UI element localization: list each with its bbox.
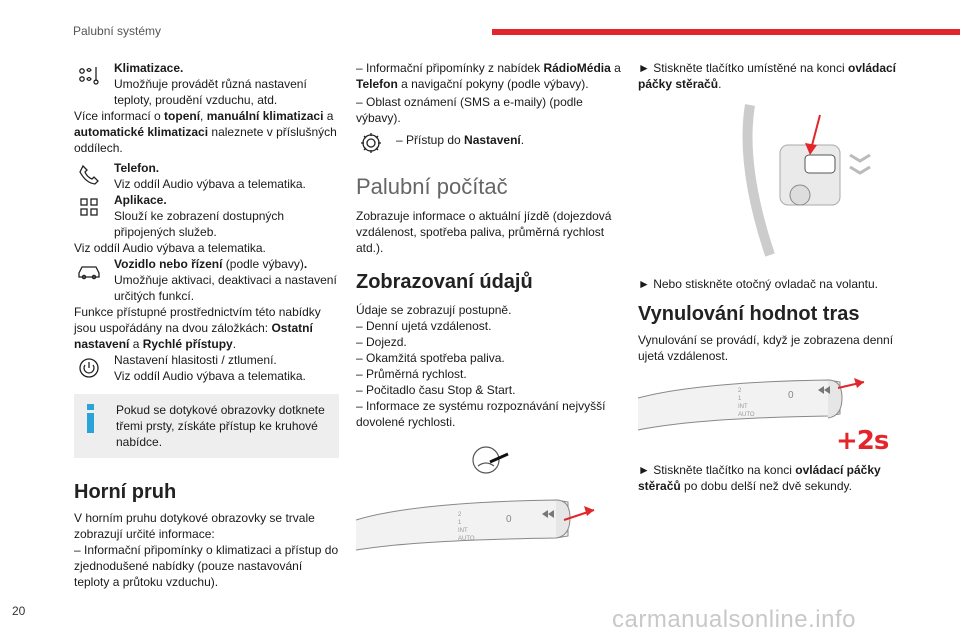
text-span: – Přístup do — [396, 133, 465, 147]
svg-text:2: 2 — [738, 388, 742, 394]
vozidlo-suffix: (podle výbavy) — [222, 257, 304, 271]
aplikace-more: Viz oddíl Audio výbava a telematika. — [74, 241, 266, 255]
section-title-zobrazovani: Zobrazovaní údajů — [356, 271, 533, 293]
climate-fan-icon — [76, 62, 104, 90]
klimatizace-item — [74, 60, 339, 108]
zobrazovani-intro: Údaje se zobrazují postupně. — [356, 303, 512, 317]
text-bold: topení — [164, 109, 201, 123]
text-span: . — [718, 77, 722, 91]
text-span: a — [610, 61, 621, 75]
vozidlo-more — [74, 304, 339, 352]
section-title-horni-pruh: Horní pruh — [74, 481, 177, 503]
text-span: po dobu delší než dvě sekundy. — [680, 479, 852, 493]
zobrazovani-item: – Denní ujetá vzdálenost. — [356, 319, 492, 333]
step-hold-stalk — [638, 462, 908, 494]
info-box — [74, 394, 339, 458]
info-box-text: Pokud se dotykové obrazovky dotknete třemi prsty, získáte přístup ke kruhové nabídce. — [116, 403, 325, 449]
steering-wheel-illustration — [730, 95, 900, 265]
text-bold: manuální klimatizaci — [206, 109, 324, 123]
vozidlo-desc: Umožňuje aktivaci, deaktivaci a nastavení určitých funkcí. — [114, 273, 337, 303]
klimatizace-desc: Umožňuje provádět různá nastavení teploty, proudění vzduchu, atd. — [114, 77, 307, 107]
svg-text:0: 0 — [506, 514, 512, 525]
telefon-desc: Viz oddíl Audio výbava a telematika. — [114, 177, 306, 191]
text-span: . — [520, 133, 525, 147]
text-bold: RádioMédia — [543, 61, 611, 75]
text-span: ► Stiskněte tlačítko na konci — [638, 463, 796, 477]
car-icon — [76, 258, 104, 286]
text-bold: automatické klimatizaci — [74, 125, 209, 139]
svg-text:1: 1 — [458, 520, 462, 526]
text-span: a — [323, 109, 334, 123]
horni-pruh-text: V horním pruhu dotykové obrazovky se trvale zobrazují určité informace: — [74, 511, 315, 541]
header-accent-bar — [492, 29, 960, 35]
text-bold: Ostatní nastavení — [74, 321, 313, 351]
wiper-stalk-illustration — [356, 440, 616, 570]
zobrazovani-item: – Okamžitá spotřeba paliva. — [356, 351, 505, 365]
two-seconds-badge: +2s — [836, 426, 889, 456]
text-bold: Nastavení — [464, 133, 521, 147]
settings-gear-icon — [358, 130, 386, 158]
column-middle — [356, 60, 621, 430]
svg-text:INT: INT — [458, 528, 468, 534]
volume-desc: Viz oddíl Audio výbava a telematika. — [114, 369, 306, 383]
svg-text:2: 2 — [458, 512, 462, 518]
column-right — [638, 60, 908, 92]
text-bold: Rychlé přístupy — [142, 337, 233, 351]
text-span: Více informací o — [74, 109, 165, 123]
aplikace-item — [74, 192, 339, 240]
vynulovani-text: Vynulování se provádí, když je zobrazena denní ujetá vzdálenost. — [638, 333, 894, 363]
aplikace-desc: Slouží ke zobrazení dostupných připojených služeb. — [114, 209, 285, 239]
zobrazovani-item: – Průměrná rychlost. — [356, 367, 467, 381]
page-header-title: Palubní systémy — [73, 24, 162, 38]
step-press-stalk — [638, 60, 908, 92]
text-span: . — [232, 337, 237, 351]
svg-text:1: 1 — [738, 396, 742, 402]
vozidlo-item — [74, 256, 339, 304]
vozidlo-dot: . — [303, 257, 308, 271]
zobrazovani-item: – Počitadlo času Stop & Start. — [356, 383, 516, 397]
telefon-title: Telefon. — [114, 161, 160, 175]
top-bar-item-settings — [356, 132, 621, 148]
text-bold: ovládací páčky stěračů — [638, 463, 881, 493]
phone-icon — [76, 162, 104, 190]
volume-title: Nastavení hlasitosti / ztlumení. — [114, 353, 277, 367]
text-bold: Telefon — [356, 77, 398, 91]
zobrazovani-item: – Dojezd. — [356, 335, 407, 349]
top-bar-item-notifications: – Oblast oznámení (SMS a e-maily) (podle výbavy). — [356, 95, 583, 125]
vozidlo-title: Vozidlo nebo řízení — [114, 257, 223, 271]
watermark: carmanualsonline.info — [612, 606, 856, 633]
power-volume-icon — [76, 354, 104, 382]
text-span: Funkce přístupné prostřednictvím této nabídky jsou uspořádány na dvou záložkách: — [74, 305, 321, 335]
text-span: naleznete v příslušných oddílech. — [74, 125, 337, 155]
section-title-vynulovani: Vynulování hodnot tras — [638, 303, 860, 325]
svg-text:0: 0 — [788, 390, 794, 401]
klimatizace-title: Klimatizace. — [114, 61, 184, 75]
text-span: – Informační připomínky z nabídek — [356, 61, 544, 75]
svg-text:AUTO: AUTO — [458, 536, 475, 542]
aplikace-title: Aplikace. — [114, 193, 167, 207]
step-rotary: ► Nebo stiskněte otočný ovladač na volantu. — [638, 277, 879, 291]
column-right-lower — [638, 276, 908, 364]
column-right-bottom — [638, 462, 908, 494]
zobrazovani-item: – Informace ze systému rozpoznávání nejvyšší dovolené rychlosti. — [356, 399, 606, 429]
palubni-pocitac-text: Zobrazuje informace o aktuální jízdě (dojezdová vzdálenost, spotřeba paliva, průměrná rychlost atd.). — [356, 209, 612, 255]
svg-text:AUTO: AUTO — [738, 412, 755, 418]
info-icon — [84, 404, 98, 434]
text-span: , — [200, 109, 207, 123]
page-number: 20 — [12, 604, 26, 618]
text-span: ► Stiskněte tlačítko umístěné na konci — [638, 61, 848, 75]
text-bold: ovládací páčky stěračů — [638, 61, 897, 91]
telefon-item — [74, 160, 339, 192]
klimatizace-more — [74, 108, 339, 156]
column-left — [74, 60, 339, 590]
top-bar-item-radio — [356, 60, 621, 92]
text-span: a navigační pokyny (podle výbavy). — [397, 77, 589, 91]
text-span: a — [129, 337, 143, 351]
apps-grid-icon — [76, 194, 104, 222]
horni-pruh-item: – Informační připomínky o klimatizaci a přístup do zjednodušené nabídky (pouze nastavování teploty a průtoku vzduchu). — [74, 543, 339, 589]
volume-item — [74, 352, 339, 384]
svg-text:INT: INT — [738, 404, 748, 410]
section-title-palubni-pocitac: Palubní počítač — [356, 174, 508, 199]
